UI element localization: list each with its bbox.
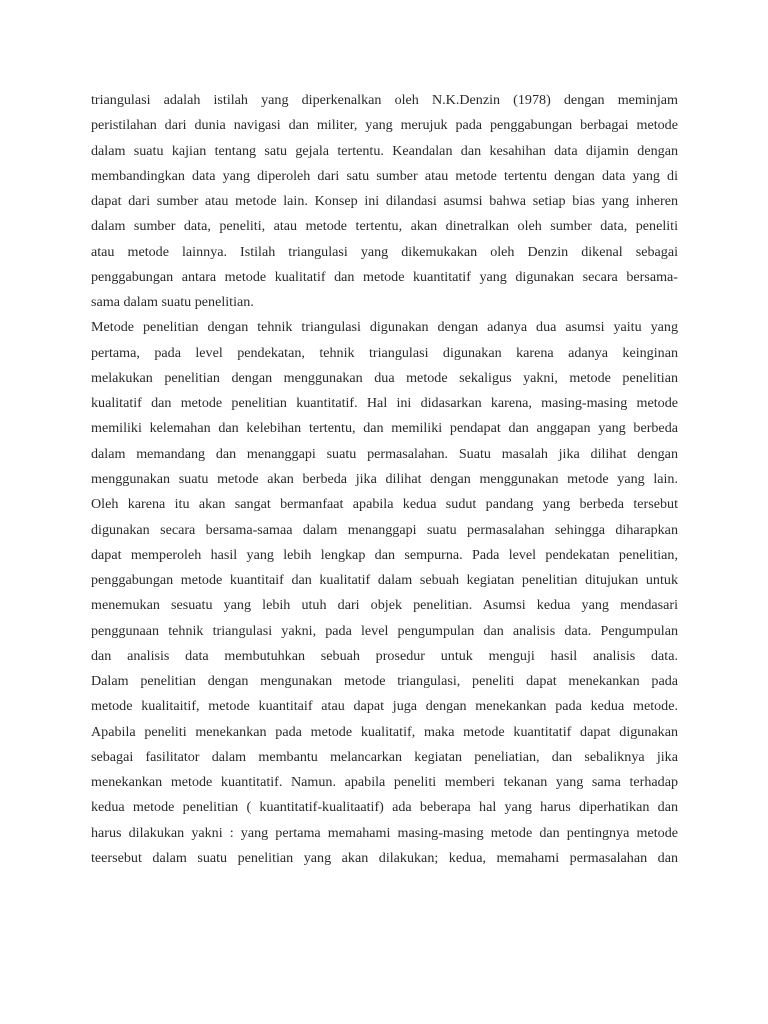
text-line: digunakan secara bersama-samaa dalam menanggapi suatu permasalahan sehingga diharapkan	[91, 521, 678, 538]
text-line: dapat memperoleh hasil yang lebih lengkap dan sempurna. Pada level pendekatan penelitian,	[91, 546, 678, 563]
text-line: Dalam penelitian dengan mengunakan metode triangulasi, peneliti dapat menekankan pada	[91, 673, 678, 690]
text-line: menggunakan suatu metode akan berbeda jika dilihat dengan menggunakan metode yang lain.	[91, 470, 678, 487]
text-line: kedua metode penelitian ( kuantitatif-kualitaatif) ada beberapa hal yang harus diperhatikan dan	[91, 799, 678, 816]
text-line: penggabungan metode kuantitaif dan kualitatif dalam sebuah kegiatan penelitian ditujukan untuk	[91, 572, 678, 589]
text-line: Apabila peneliti menekankan pada metode kualitatif, maka metode kuantitatif dapat digunakan	[91, 723, 678, 740]
text-line: harus dilakukan yakni : yang pertama memahami masing-masing metode dan pentingnya metode	[91, 824, 679, 841]
text-line: memiliki kelemahan dan kelebihan tertentu, dan memiliki pendapat dan anggapan yang berbeda	[91, 420, 678, 437]
text-line: melakukan penelitian dengan menggunakan dua metode sekaligus yakni, metode penelitian	[91, 369, 678, 386]
text-line: dalam memandang dan menanggapi suatu permasalahan. Suatu masalah jika dilihat dengan	[91, 445, 678, 462]
text-line: pertama, pada level pendekatan, tehnik triangulasi digunakan karena adanya keinginan	[91, 344, 678, 361]
text-line: triangulasi adalah istilah yang diperkenalkan oleh N.K.Denzin (1978) dengan meminjam	[91, 92, 678, 108]
text-line: penggunaan tehnik triangulasi yakni, pada level pengumpulan dan analisis data. Pengumpulan	[91, 622, 678, 639]
text-line: dalam suatu kajian tentang satu gejala tertentu. Keandalan dan kesahihan data dijamin dengan	[91, 142, 678, 159]
body-text	[91, 88, 678, 871]
text-line: membandingkan data yang diperoleh dari satu sumber atau metode tertentu dengan data yang di	[91, 167, 678, 184]
text-line: kualitatif dan metode penelitian kuantitatif. Hal ini didasarkan karena, masing-masing metode	[91, 395, 678, 412]
text-line: metode kualitaitif, metode kuantitaif atau dapat juga dengan menekankan pada kedua metode.	[91, 698, 678, 715]
text-line: teersebut dalam suatu penelitian yang akan dilakukan; kedua, memahami permasalahan dan	[91, 849, 678, 866]
text-line: dan analisis data membutuhkan sebuah prosedur untuk menguji hasil analisis data.	[91, 647, 678, 664]
text-line: dapat dari sumber atau metode lain. Konsep ini dilandasi asumsi bahwa setiap bias yang inheren	[91, 193, 678, 210]
text-line: menemukan sesuatu yang lebih utuh dari objek penelitian. Asumsi kedua yang mendasari	[91, 597, 678, 614]
text-line: sebagai fasilitator dalam membantu melancarkan kegiatan peneliatian, dan sebaliknya jika	[91, 748, 678, 765]
text-line: atau metode lainnya. Istilah triangulasi yang dikemukakan oleh Denzin dikenal sebagai	[91, 243, 678, 260]
text-line: menekankan metode kuantitatif. Namun. apabila peneliti memberi tekanan yang sama terhadap	[91, 774, 679, 791]
text-line: penggabungan antara metode kualitatif dan metode kuantitatif yang digunakan secara bersama-	[91, 268, 678, 285]
text-line: Oleh karena itu akan sangat bermanfaat apabila kedua sudut pandang yang berbeda tersebut	[91, 496, 678, 513]
text-line: peristilahan dari dunia navigasi dan militer, yang merujuk pada penggabungan berbagai metode	[91, 117, 678, 134]
text-line: sama dalam suatu penelitian.	[91, 294, 254, 311]
text-line: dalam sumber data, peneliti, atau metode tertentu, akan dinetralkan oleh sumber data, peneliti	[91, 218, 678, 235]
text-line: Metode penelitian dengan tehnik triangulasi digunakan dengan adanya dua asumsi yaitu yang	[91, 319, 679, 336]
